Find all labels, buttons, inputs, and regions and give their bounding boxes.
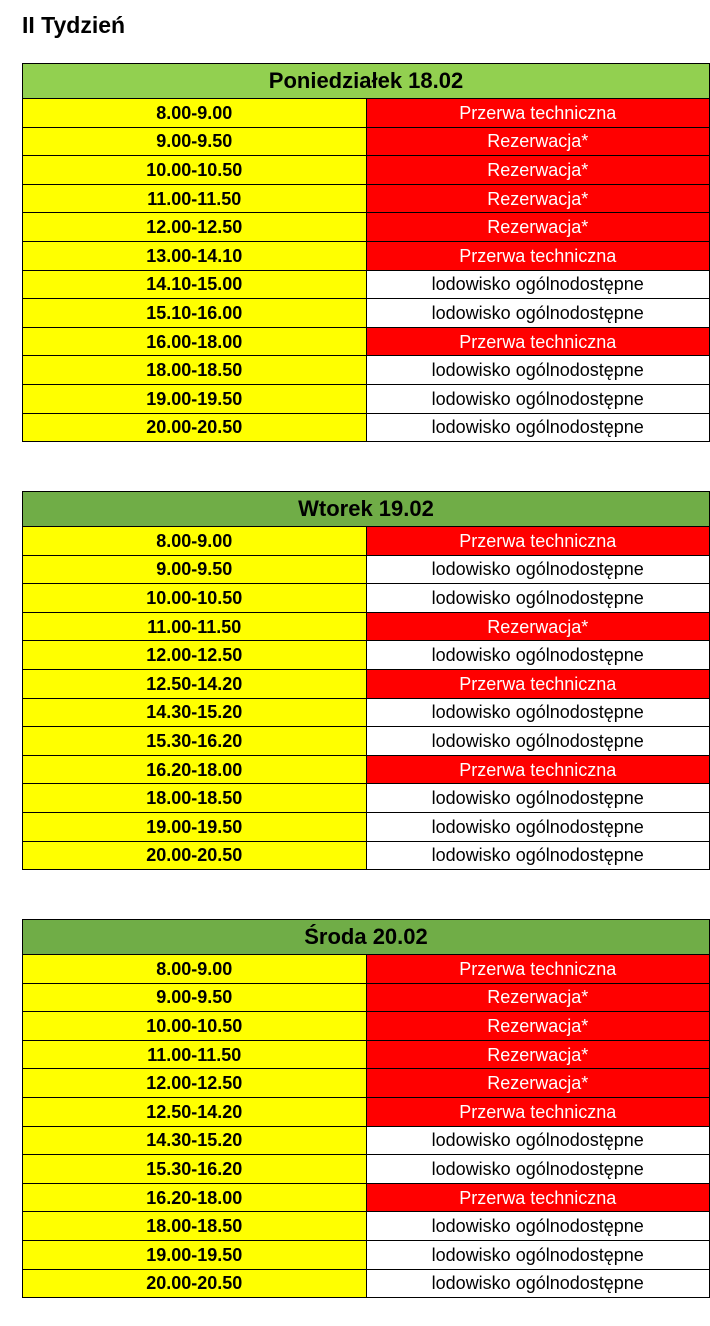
- activity-public: lodowisko ogólnodostępne: [366, 727, 710, 756]
- time-slot: 14.30-15.20: [23, 1126, 367, 1155]
- time-slot: 19.00-19.50: [23, 812, 367, 841]
- time-slot: 12.00-12.50: [23, 213, 367, 242]
- day-header-row: [23, 920, 710, 955]
- time-slot: 10.00-10.50: [23, 156, 367, 185]
- activity-closed: Rezerwacja*: [366, 184, 710, 213]
- table-row: [23, 641, 710, 670]
- activity-public: lodowisko ogólnodostępne: [366, 812, 710, 841]
- table-row: [23, 413, 710, 442]
- activity-public: lodowisko ogólnodostępne: [366, 1269, 710, 1298]
- time-slot: 14.10-15.00: [23, 270, 367, 299]
- time-slot: 8.00-9.00: [23, 527, 367, 556]
- time-slot: 20.00-20.50: [23, 1269, 367, 1298]
- table-row: [23, 812, 710, 841]
- activity-public: lodowisko ogólnodostępne: [366, 1240, 710, 1269]
- activity-public: lodowisko ogólnodostępne: [366, 413, 710, 442]
- time-slot: 11.00-11.50: [23, 1040, 367, 1069]
- day-header-row: [23, 64, 710, 99]
- table-row: [23, 555, 710, 584]
- time-slot: 14.30-15.20: [23, 698, 367, 727]
- table-row: [23, 612, 710, 641]
- table-row: [23, 527, 710, 556]
- table-row: [23, 241, 710, 270]
- table-row: [23, 784, 710, 813]
- table-row: [23, 755, 710, 784]
- activity-public: lodowisko ogólnodostępne: [366, 299, 710, 328]
- time-slot: 12.00-12.50: [23, 641, 367, 670]
- schedule-table-tuesday: [22, 491, 710, 870]
- activity-public: lodowisko ogólnodostępne: [366, 641, 710, 670]
- time-slot: 10.00-10.50: [23, 1012, 367, 1041]
- activity-closed: Rezerwacja*: [366, 156, 710, 185]
- schedule-table-wednesday: [22, 919, 710, 1298]
- time-slot: 13.00-14.10: [23, 241, 367, 270]
- time-slot: 16.00-18.00: [23, 327, 367, 356]
- activity-closed: Rezerwacja*: [366, 1040, 710, 1069]
- activity-closed: Rezerwacja*: [366, 1012, 710, 1041]
- table-row: [23, 1097, 710, 1126]
- time-slot: 19.00-19.50: [23, 1240, 367, 1269]
- time-slot: 12.00-12.50: [23, 1069, 367, 1098]
- time-slot: 9.00-9.50: [23, 555, 367, 584]
- activity-closed: Rezerwacja*: [366, 213, 710, 242]
- table-row: [23, 99, 710, 128]
- activity-public: lodowisko ogólnodostępne: [366, 698, 710, 727]
- table-row: [23, 698, 710, 727]
- day-header: Środa 20.02: [23, 920, 710, 955]
- table-row: [23, 327, 710, 356]
- activity-closed: Przerwa techniczna: [366, 955, 710, 984]
- activity-closed: Przerwa techniczna: [366, 669, 710, 698]
- time-slot: 15.30-16.20: [23, 727, 367, 756]
- time-slot: 8.00-9.00: [23, 99, 367, 128]
- table-row: [23, 1212, 710, 1241]
- table-row: [23, 669, 710, 698]
- activity-closed: Rezerwacja*: [366, 983, 710, 1012]
- activity-public: lodowisko ogólnodostępne: [366, 270, 710, 299]
- table-row: [23, 184, 710, 213]
- activity-closed: Rezerwacja*: [366, 612, 710, 641]
- activity-closed: Przerwa techniczna: [366, 1097, 710, 1126]
- time-slot: 10.00-10.50: [23, 584, 367, 613]
- time-slot: 11.00-11.50: [23, 612, 367, 641]
- time-slot: 12.50-14.20: [23, 669, 367, 698]
- table-row: [23, 1183, 710, 1212]
- activity-closed: Rezerwacja*: [366, 127, 710, 156]
- table-row: [23, 1240, 710, 1269]
- activity-closed: Przerwa techniczna: [366, 1183, 710, 1212]
- table-row: [23, 270, 710, 299]
- table-row: [23, 127, 710, 156]
- table-row: [23, 727, 710, 756]
- table-row: [23, 1126, 710, 1155]
- activity-closed: Przerwa techniczna: [366, 527, 710, 556]
- day-header: Poniedziałek 18.02: [23, 64, 710, 99]
- day-header: Wtorek 19.02: [23, 492, 710, 527]
- time-slot: 15.10-16.00: [23, 299, 367, 328]
- activity-public: lodowisko ogólnodostępne: [366, 555, 710, 584]
- table-row: [23, 156, 710, 185]
- activity-closed: Przerwa techniczna: [366, 327, 710, 356]
- activity-closed: Rezerwacja*: [366, 1069, 710, 1098]
- activity-public: lodowisko ogólnodostępne: [366, 841, 710, 870]
- table-row: [23, 1069, 710, 1098]
- time-slot: 18.00-18.50: [23, 356, 367, 385]
- activity-public: lodowisko ogólnodostępne: [366, 356, 710, 385]
- time-slot: 11.00-11.50: [23, 184, 367, 213]
- time-slot: 9.00-9.50: [23, 127, 367, 156]
- time-slot: 16.20-18.00: [23, 755, 367, 784]
- activity-public: lodowisko ogólnodostępne: [366, 1155, 710, 1184]
- time-slot: 20.00-20.50: [23, 841, 367, 870]
- table-row: [23, 841, 710, 870]
- table-row: [23, 1269, 710, 1298]
- activity-closed: Przerwa techniczna: [366, 99, 710, 128]
- time-slot: 19.00-19.50: [23, 384, 367, 413]
- activity-public: lodowisko ogólnodostępne: [366, 784, 710, 813]
- time-slot: 12.50-14.20: [23, 1097, 367, 1126]
- table-row: [23, 299, 710, 328]
- table-row: [23, 1040, 710, 1069]
- table-row: [23, 1012, 710, 1041]
- time-slot: 9.00-9.50: [23, 983, 367, 1012]
- activity-public: lodowisko ogólnodostępne: [366, 1212, 710, 1241]
- time-slot: 20.00-20.50: [23, 413, 367, 442]
- table-row: [23, 1155, 710, 1184]
- day-header-row: [23, 492, 710, 527]
- activity-public: lodowisko ogólnodostępne: [366, 584, 710, 613]
- table-row: [23, 955, 710, 984]
- schedule-table-monday: [22, 63, 710, 442]
- time-slot: 15.30-16.20: [23, 1155, 367, 1184]
- activity-closed: Przerwa techniczna: [366, 241, 710, 270]
- time-slot: 8.00-9.00: [23, 955, 367, 984]
- time-slot: 18.00-18.50: [23, 1212, 367, 1241]
- table-row: [23, 356, 710, 385]
- table-row: [23, 213, 710, 242]
- page-title: II Tydzień: [22, 12, 126, 38]
- time-slot: 16.20-18.00: [23, 1183, 367, 1212]
- activity-public: lodowisko ogólnodostępne: [366, 1126, 710, 1155]
- time-slot: 18.00-18.50: [23, 784, 367, 813]
- table-row: [23, 584, 710, 613]
- table-row: [23, 384, 710, 413]
- activity-closed: Przerwa techniczna: [366, 755, 710, 784]
- activity-public: lodowisko ogólnodostępne: [366, 384, 710, 413]
- table-row: [23, 983, 710, 1012]
